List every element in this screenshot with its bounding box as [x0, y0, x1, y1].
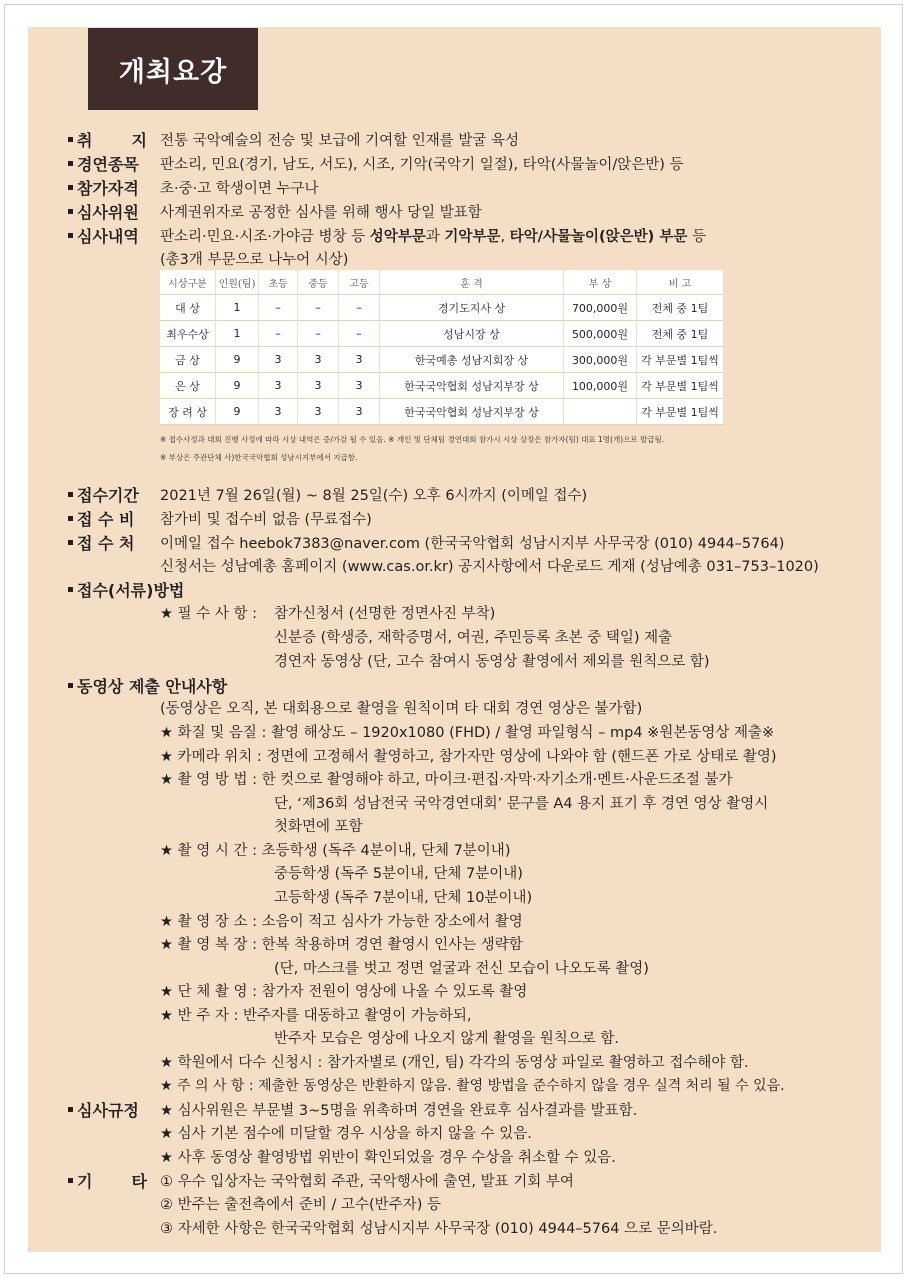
table-cell: –: [259, 321, 298, 347]
table-cell: 300,000원: [564, 347, 637, 373]
events-text: 판소리, 민요(경기, 남도, 서도), 시조, 기악(국악기 일절), 타악(사물놀이/앉은반) 등: [160, 157, 684, 173]
label-fee: 접 수 비: [68, 507, 135, 530]
table-cell: 3: [259, 399, 298, 425]
prize-table: [160, 270, 724, 425]
table-cell: 3: [298, 399, 339, 425]
etc-line: ③ 자세한 사항은 한국국악협회 성남시지부 사무국장 (010) 4944–5764 으로 문의바람.: [160, 1221, 718, 1237]
video-line: ★ 단 체 촬 영 : 참가자 전원이 영상에 나올 수 있도록 촬영: [160, 984, 528, 1000]
video-line: ★ 화질 및 음질 : 촬영 해상도 – 1920x1080 (FHD) / 촬영 파일형식 – mp4 ※원본동영상 제출※: [160, 725, 775, 741]
table-cell: 9: [216, 399, 259, 425]
table-header-cell: 고등: [339, 270, 380, 295]
table-cell: 각 부문별 1팀씩: [637, 399, 724, 425]
video-line: ★ 카메라 위치 : 정면에 고정해서 촬영하고, 참가자만 영상에 나와야 함 (핸드폰 가로 상태로 촬영): [160, 749, 777, 765]
table-cell: 은 상: [160, 373, 216, 399]
table-cell: 경기도지사 상: [380, 295, 564, 321]
table-cell: 한국국악협회 성남지부장 상: [380, 373, 564, 399]
table-cell: 대 상: [160, 295, 216, 321]
place-text-2: 신청서는 성남예총 홈페이지 (www.cas.or.kr) 공지사항에서 다운로드 게재 (성남예총 031–753–1020): [160, 559, 819, 575]
table-cell: 한국국악협회 성남지부장 상: [380, 399, 564, 425]
judging-text-2: (총3개 부문으로 나누어 시상): [160, 252, 349, 268]
table-cell: 3: [259, 347, 298, 373]
period-text: 2021년 7월 26일(월) ~ 8월 25일(수) 오후 6시까지 (이메일 접수): [160, 488, 588, 504]
table-cell: 3: [259, 373, 298, 399]
table-cell: 각 부문별 1팀씩: [637, 347, 724, 373]
table-cell: 9: [216, 373, 259, 399]
table-row: [160, 295, 724, 321]
table-cell: 한국예총 성남지회장 상: [380, 347, 564, 373]
table-row: [160, 321, 724, 347]
table-cell: 성남시장 상: [380, 321, 564, 347]
purpose-text: 전통 국악예술의 전승 및 보급에 기여할 인재를 발굴 육성: [160, 133, 520, 149]
required-item: 신분증 (학생증, 재학증명서, 여권, 주민등록 초본 중 택일) 제출: [274, 630, 673, 646]
video-line: 단, ‘제36회 성남전국 국악경연대회’ 문구를 A4 용지 표기 후 경연 영상 촬영시: [274, 796, 769, 812]
table-header-cell: 비 고: [637, 270, 724, 295]
etc-line: ① 우수 입상자는 국악협회 주관, 국악행사에 출연, 발표 기회 부여: [160, 1174, 574, 1190]
video-line: ★ 촬 영 시 간 : 초등학생 (독주 4분이내, 단체 7분이내): [160, 843, 511, 859]
table-header-cell: 인원(팀): [216, 270, 259, 295]
table-cell: 장 려 상: [160, 399, 216, 425]
rules-line: ★ 사후 동영상 촬영방법 위반이 확인되었을 경우 수상을 취소할 수 있음.: [160, 1150, 616, 1166]
video-line: (단, 마스크를 벗고 정면 얼굴과 전신 모습이 나오도록 촬영): [274, 961, 649, 977]
label-purpose: 취 지: [68, 128, 145, 151]
video-line: ★ 촬 영 복 장 : 한복 착용하며 경연 촬영시 인사는 생략함: [160, 937, 523, 953]
table-cell: –: [298, 321, 339, 347]
label-place: 접 수 처: [68, 531, 135, 554]
judging-text: 판소리·민요·시조·가야금 병창 등 성악부문과 기악부문, 타악/사물놀이(앉은반) 부문 등: [160, 229, 706, 245]
table-cell: 3: [298, 373, 339, 399]
table-cell: 9: [216, 347, 259, 373]
table-cell: 1: [216, 295, 259, 321]
place-text: 이메일 접수 heebok7383@naver.com (한국국악협회 성남시지부 사무국장 (010) 4944–5764): [160, 536, 785, 552]
judges-text: 사계권위자로 공정한 심사를 위해 행사 당일 발표함: [160, 205, 482, 221]
table-cell: 전체 중 1팀: [637, 321, 724, 347]
video-line: ★ 촬 영 장 소 : 소음이 적고 심사가 가능한 장소에서 촬영: [160, 914, 523, 930]
label-rules: 심사규정: [68, 1098, 139, 1121]
required-items-key: ★ 필 수 사 항 :: [160, 606, 257, 622]
table-row: [160, 373, 724, 399]
video-line: ★ 촬 영 방 법 : 한 컷으로 촬영해야 하고, 마이크·편집·자막·자기소개·멘트·사운드조절 불가: [160, 772, 733, 788]
table-cell: 100,000원: [564, 373, 637, 399]
table-cell: 3: [339, 373, 380, 399]
table-note-1: ※ 접수사정과 대회 진행 사정에 따라 시상 내역은 증/가감 될 수 있음. ※ 개인 및 단체팀 경연대회 참가시 시상 상장은 참가자(팀) 대표 1명(개)으로 발급됨.: [160, 435, 665, 444]
table-cell: 3: [339, 399, 380, 425]
label-judges: 심사위원: [68, 200, 139, 223]
rules-line: ★ 심사위원은 부문별 3~5명을 위촉하며 경연을 완료후 심사결과를 발표함.: [160, 1103, 638, 1119]
video-line: 중등학생 (독주 5분이내, 단체 7분이내): [274, 866, 523, 882]
table-header-cell: 중등: [298, 270, 339, 295]
required-item: 경연자 동영상 (단, 고수 참여시 동영상 촬영에서 제외를 원칙으로 함): [274, 654, 710, 670]
table-cell: –: [339, 295, 380, 321]
fee-text: 참가비 및 접수비 없음 (무료접수): [160, 512, 372, 528]
video-line: 반주자 모습은 영상에 나오지 않게 촬영을 원칙으로 함.: [274, 1031, 620, 1047]
video-line: ★ 반 주 자 : 반주자를 대동하고 촬영이 가능하되,: [160, 1008, 472, 1024]
table-header-cell: 훈 격: [380, 270, 564, 295]
page-title: 개최요강: [88, 28, 258, 110]
video-line: 첫화면에 포함: [274, 819, 363, 835]
table-cell: –: [298, 295, 339, 321]
table-header-cell: 시상구분: [160, 270, 216, 295]
table-cell: 최우수상: [160, 321, 216, 347]
label-period: 접수기간: [68, 483, 139, 506]
label-method: 접수(서류)방법: [68, 578, 184, 601]
table-cell: 1: [216, 321, 259, 347]
table-cell: 500,000원: [564, 321, 637, 347]
table-cell: 금 상: [160, 347, 216, 373]
table-row: [160, 399, 724, 425]
video-line: ★ 주 의 사 항 : 제출한 동영상은 반환하지 않음. 촬영 방법을 준수하지 않을 경우 실격 처리 될 수 있음.: [160, 1078, 785, 1094]
table-cell: 각 부문별 1팀씩: [637, 373, 724, 399]
table-header-cell: 초등: [259, 270, 298, 295]
video-line: 고등학생 (독주 7분이내, 단체 10분이내): [274, 890, 533, 906]
table-header-row: [160, 270, 724, 295]
table-cell: 3: [298, 347, 339, 373]
label-video: 동영상 제출 안내사항: [68, 674, 227, 697]
table-row: [160, 347, 724, 373]
table-cell: [564, 399, 637, 425]
etc-line: ② 반주는 출전측에서 준비 / 고수(반주자) 등: [160, 1197, 441, 1213]
table-cell: 700,000원: [564, 295, 637, 321]
label-etc: 기 타: [68, 1169, 145, 1192]
table-header-cell: 부 상: [564, 270, 637, 295]
rules-line: ★ 심사 기본 점수에 미달할 경우 시상을 하지 않을 수 있음.: [160, 1126, 532, 1142]
label-eligibility: 참가자격: [68, 176, 139, 199]
table-cell: –: [259, 295, 298, 321]
table-cell: 3: [339, 347, 380, 373]
eligibility-text: 초·중·고 학생이면 누구나: [160, 181, 319, 197]
label-judging: 심사내역: [68, 224, 139, 247]
video-line: ★ 학원에서 다수 신청시 : 참가자별로 (개인, 팀) 각각의 동영상 파일로 촬영하고 접수해야 함.: [160, 1055, 749, 1071]
table-cell: –: [339, 321, 380, 347]
table-cell: 전체 중 1팀: [637, 295, 724, 321]
video-intro: (동영상은 오직, 본 대회용으로 촬영을 원칙이며 타 대회 경연 영상은 불가함): [160, 701, 643, 717]
label-events: 경연종목: [68, 152, 139, 175]
table-note-2: ※ 부상은 주관단체 사)한국국악협회 성남시지부에서 지급함.: [160, 453, 358, 462]
required-item: 참가신청서 (선명한 정면사진 부착): [274, 606, 496, 622]
